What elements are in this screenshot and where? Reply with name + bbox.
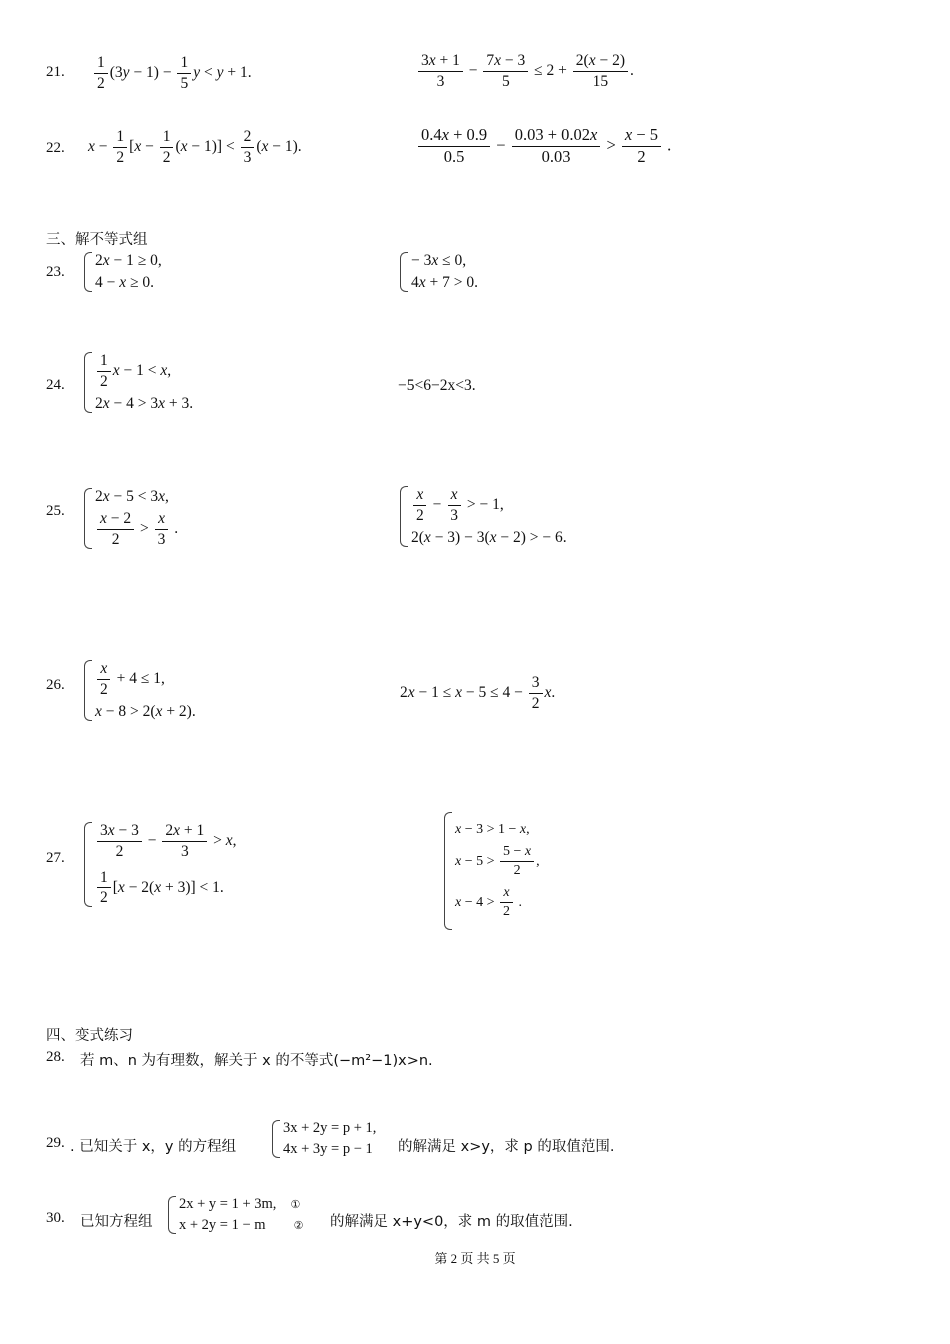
problem-number: 22. xyxy=(46,140,65,156)
problem-21-a: $\frac{1}{2}$ (3y − 1) − $\frac{1}{5}$ y < y + 1. xyxy=(92,54,252,93)
problem-number: 29. xyxy=(46,1135,65,1151)
problem-number: 24. xyxy=(46,377,65,393)
problem-30-pre: 已知方程组 xyxy=(80,1214,153,1230)
problem-number: 23. xyxy=(46,264,65,280)
problem-23-b: − 3x ≤ 0, 4x + 7 > 0. xyxy=(400,252,478,292)
problem-number: 30. xyxy=(46,1210,65,1226)
problem-26-b: 2x − 1 ≤ x − 5 ≤ 4 − $\frac{3}{2}$ x. xyxy=(400,674,556,712)
problem-25-a: 2x − 5 < 3x, $\frac{x - 2}{2}$ > $\frac{x}{3}$ . xyxy=(84,488,178,549)
problem-22-b: $\frac{0.4x + 0.9}{0.5}$ − $\frac{0.03 + 0.02x}{0.03}$ > $\frac{x - 5}{2}$ . xyxy=(416,126,671,167)
circled-one-marker: ① xyxy=(290,1199,301,1211)
problem-21-b: $\frac{3x + 1}{3}$ − $\frac{7x - 3}{5}$ ≤ 2 + $\frac{2(x - 2)}{15}$ . xyxy=(416,52,634,91)
problem-number: 28. xyxy=(46,1049,65,1065)
problem-27-b: x − 3 > 1 − x, x − 5 > $\frac{5 - x}{2}$ , x − 4 > $\frac{x}{2}$ . xyxy=(444,812,540,930)
problem-number: 21. xyxy=(46,64,65,80)
problem-30-post: 的解满足 x+y<0，求 m 的取值范围. xyxy=(330,1214,573,1230)
problem-24-a: $\frac{1}{2}$ x − 1 < x, 2x − 4 > 3x + 3. xyxy=(84,352,193,413)
section-heading: 三、解不等式组 xyxy=(46,232,148,248)
problem-number: 25. xyxy=(46,503,65,519)
problem-27-a: $\frac{3x - 3}{2}$ − $\frac{2x + 1}{3}$ > x, $\frac{1}{2}$ [x − 2(x + 3)] < 1. xyxy=(84,822,237,907)
problem-number: 26. xyxy=(46,677,65,693)
problem-number: 27. xyxy=(46,850,65,866)
equation: x + 2y = 1 − m xyxy=(179,1217,266,1233)
page-footer: 第 2 页 共 5 页 xyxy=(434,1251,516,1266)
circled-two-marker: ② xyxy=(293,1220,304,1232)
equation: 3x + 2y = p + 1, xyxy=(283,1120,377,1136)
problem-22-a: x − $\frac{1}{2}$ [x − $\frac{1}{2}$ (x − 1)] < $\frac{2}{3}$ (x − 1). xyxy=(88,128,302,166)
problem-29-pre: . 已知关于 x，y 的方程组 xyxy=(70,1139,237,1155)
section-heading: 四、变式练习 xyxy=(46,1028,133,1044)
problem-23-a: 2x − 1 ≥ 0, 4 − x ≥ 0. xyxy=(84,252,162,292)
equation: 4x + 3y = p − 1 xyxy=(283,1141,373,1157)
problem-24-b: −5<6−2x<3. xyxy=(398,377,476,394)
equation: 2x + y = 1 + 3m, xyxy=(179,1196,277,1212)
problem-29-post: 的解满足 x>y，求 p 的取值范围. xyxy=(398,1139,615,1155)
problem-29-system xyxy=(272,1120,376,1158)
problem-28-text: 若 m、n 为有理数，解关于 x 的不等式(−m²−1)x>n. xyxy=(80,1053,433,1069)
problem-26-a: $\frac{x}{2}$ + 4 ≤ 1, x − 8 > 2(x + 2). xyxy=(84,660,196,721)
problem-30-system xyxy=(168,1196,303,1234)
problem-25-b: $\frac{x}{2}$ − $\frac{x}{3}$ > − 1, 2(x − 3) − 3(x − 2) > − 6. xyxy=(400,486,567,547)
